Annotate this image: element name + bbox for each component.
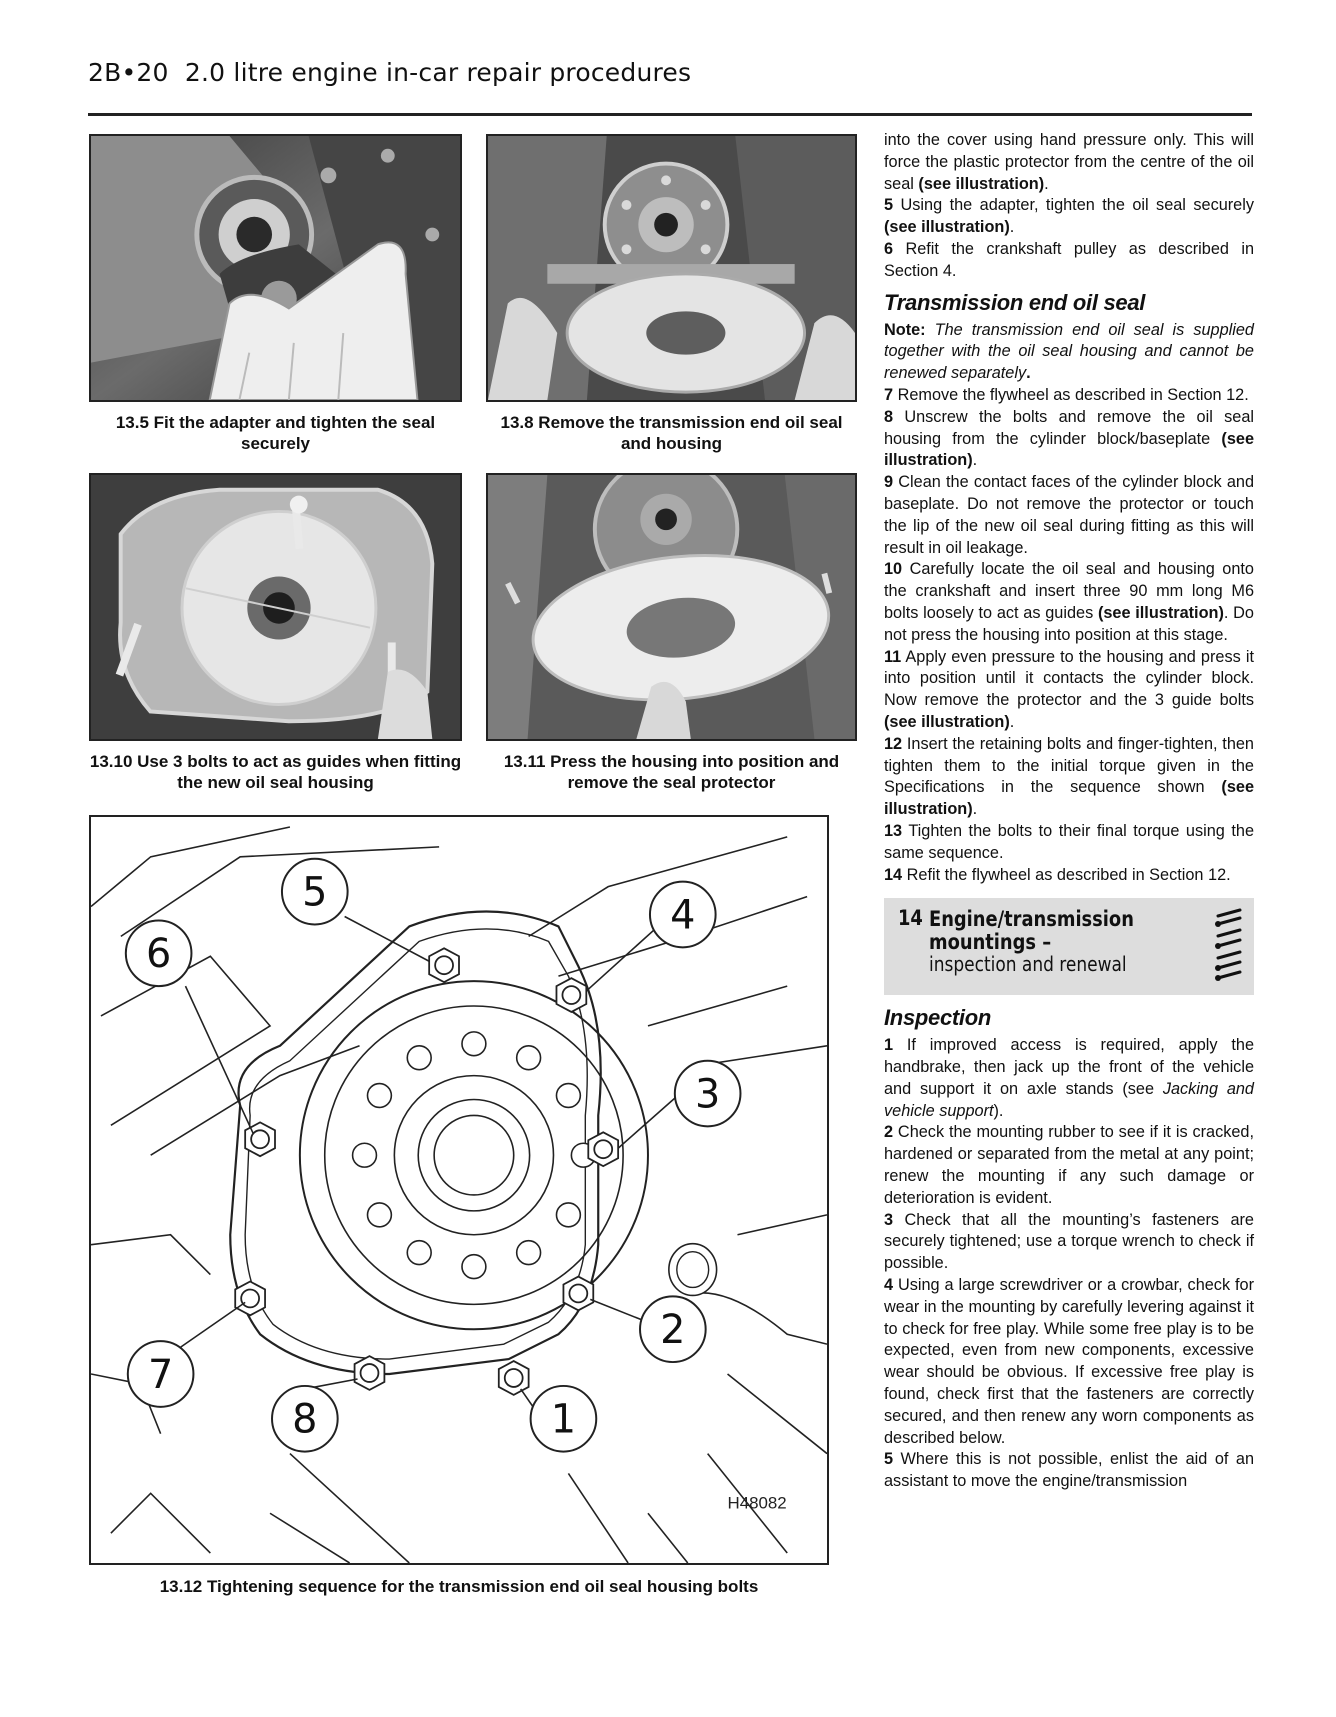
bolt-5 (429, 948, 459, 982)
paragraph-13: 13 Tighten the bolts to their final torque using the same sequence. (884, 821, 1254, 862)
photo-13-8 (486, 134, 857, 402)
paragraph-9: 9 Clean the contact faces of the cylinder block and baseplate. Do not remove the protector or touch the lip of the new oil seal during fitting as this will result in oil leakage. (884, 473, 1254, 557)
photo-13-11 (486, 473, 857, 741)
caption-13-5: 13.5 Fit the adapter and tighten the seal securely (115, 413, 436, 453)
photo-13-5 (89, 134, 462, 402)
bolt-1 (499, 1361, 529, 1395)
callout-7: 7 (147, 1351, 174, 1398)
paragraph-14: 14 Refit the flywheel as described in Section 12. (884, 865, 1231, 884)
paragraph-12: 12 Insert the retaining bolts and finger-tighten, then tighten them to the initial torque given in the Specifications in the sequence shown (see illustration). (884, 734, 1254, 819)
heading-inspection: Inspection (884, 1005, 992, 1031)
section-subtitle: inspection and renewal (929, 952, 1127, 977)
diagram-ref-code: H48082 (727, 1493, 787, 1513)
paragraph-continuation: into the cover using hand pressure only. This will force the plastic protector from the centre of the oil seal (see illustration). (884, 131, 1254, 193)
paragraph-8: 8 Unscrew the bolts and remove the oil seal housing from the cylinder block/baseplate (see illustration). (884, 407, 1254, 470)
inspection-paragraph-4: 4 Using a large screwdriver or a crowbar, check for wear in the mounting by carefully levering against it to check for free play. While some free play is to be expected, even from new components, excessive wear should be obvious. If excessive free play is found, check first that the fasteners are correctly secured, and then renew any worn components as described below. (884, 1276, 1254, 1447)
paragraph-11: 11 Apply even pressure to the housing and press it into position until it contacts the cylinder block. Now remove the protector and the 3 guide bolts (see illustration). (884, 647, 1254, 731)
bolt-4 (556, 978, 586, 1012)
callout-1: 1 (550, 1396, 577, 1443)
inspection-paragraph-3: 3 Check that all the mounting’s fasteners are securely tightened; use a torque wrench to check if possible. (884, 1210, 1254, 1273)
callout-6: 6 (145, 931, 172, 978)
caption-13-10: 13.10 Use 3 bolts to act as guides when fitting the new oil seal housing (89, 752, 462, 792)
bolt-2 (563, 1277, 593, 1311)
callout-5: 5 (302, 869, 328, 916)
section-number: 14 (898, 906, 923, 931)
bolt-8 (355, 1356, 385, 1390)
photo-13-10 (89, 473, 462, 741)
text-column (884, 130, 1254, 1493)
bolt-3 (588, 1132, 618, 1166)
bolt-7 (235, 1282, 265, 1316)
difficulty-spanner-icon (1214, 906, 1244, 984)
page-title: 2.0 litre engine in-car repair procedures (184, 58, 692, 87)
caption-13-8: 13.8 Remove the transmission end oil seal and housing (500, 413, 843, 453)
section-14-heading-box (884, 898, 1254, 995)
callout-8: 8 (292, 1396, 318, 1443)
paragraph-7: 7 Remove the flywheel as described in Section 12. (884, 385, 1249, 404)
caption-13-12: 13.12 Tightening sequence for the transmission end oil seal housing bolts (159, 1577, 759, 1596)
paragraph-10: 10 Carefully locate the oil seal and housing onto the crankshaft and insert three 90 mm long M6 bolts loosely to act as guides (see illustration). Do not press the housing into position at this stage. (884, 560, 1254, 644)
paragraph-5: 5 Using the adapter, tighten the oil seal securely (see illustration). (884, 196, 1254, 237)
diagram-13-12 (89, 815, 829, 1565)
inspection-paragraph-1: 1 If improved access is required, apply the handbrake, then jack up the front of the vehicle and support it on axle stands (see Jacking and vehicle support). (884, 1036, 1254, 1120)
header-rule (88, 113, 1252, 116)
page-header (88, 58, 691, 87)
note: Note: The transmission end oil seal is supplied together with the oil seal housing and cannot be renewed separately. (884, 320, 1254, 383)
callout-4: 4 (670, 892, 696, 939)
heading-transmission-end-oil-seal: Transmission end oil seal (884, 289, 1146, 315)
paragraph-6: 6 Refit the crankshaft pulley as described in Section 4. (884, 239, 1254, 280)
callout-3: 3 (694, 1071, 721, 1118)
callout-2: 2 (660, 1307, 686, 1354)
inspection-paragraph-2: 2 Check the mounting rubber to see if it is cracked, hardened or separated from the metal at any point; renew the mounting if any such damage or deterioration is evident. (884, 1123, 1254, 1207)
page-reference: 2B•20 (88, 58, 169, 87)
caption-13-11: 13.11 Press the housing into position and remove the seal protector (503, 752, 840, 792)
inspection-paragraph-5: 5 Where this is not possible, enlist the aid of an assistant to move the engine/transmission (884, 1450, 1254, 1491)
section-title: Engine/transmission mountings – (929, 907, 1134, 955)
